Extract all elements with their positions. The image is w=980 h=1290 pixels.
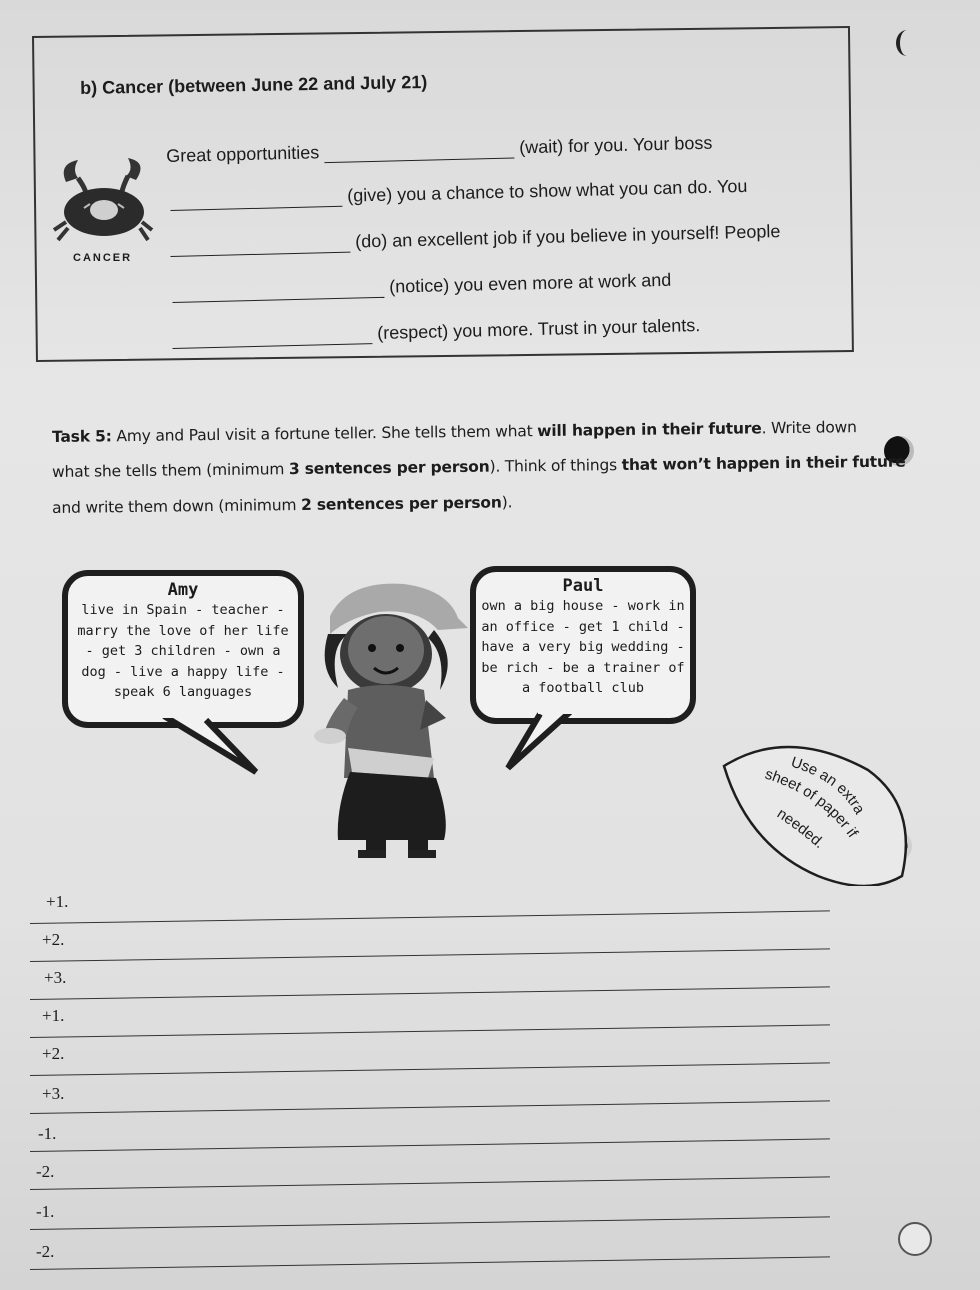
answer-line-4[interactable]: +1. [30, 1000, 830, 1038]
amy-line-4: dog - live a happy life - [81, 663, 285, 680]
amy-line-2: marry the love of her life [77, 622, 289, 639]
answer-line-10[interactable]: -2. [30, 1232, 830, 1270]
answer-line-5[interactable]: +2. [30, 1038, 830, 1076]
answer-line-6[interactable]: +3. [30, 1076, 830, 1114]
line-2-suffix: (give) you a chance to show what you can do. You [346, 175, 748, 206]
paul-bubble-tail [500, 708, 590, 774]
amy-line-3: - get 3 children - own a [85, 643, 281, 659]
cancer-crab-icon [48, 152, 158, 247]
amy-bubble-tail [150, 712, 270, 778]
line-3-suffix: (do) an excellent job if you believe in yourself! People [354, 221, 781, 252]
task-line-1: Task 5: Amy and Paul visit a fortune teller. She tells them what will happen in their future. Write down [52, 418, 857, 446]
line-4-suffix: (notice) you even more at work and [388, 269, 672, 297]
paul-name: Paul [562, 576, 604, 596]
answer-line-3[interactable]: +3. [30, 962, 830, 1000]
answer-line-1[interactable]: +1. [30, 886, 830, 924]
line-1-suffix: (wait) for you. Your boss [519, 132, 713, 158]
amy-line-5: speak 6 languages [113, 684, 253, 700]
task-line-3: and write them down (minimum 2 sentences per person). [52, 493, 513, 517]
cancer-sign-label: CANCER [73, 252, 133, 264]
task-label: Task 5: [52, 427, 112, 446]
paul-line-3: have a very big wedding - [481, 639, 685, 655]
amy-name: Amy [167, 580, 199, 600]
line-1-prefix: Great opportunities [166, 142, 320, 166]
fortune-teller-illustration [308, 578, 478, 863]
paul-line-2: an office - get 1 child - [481, 618, 685, 635]
paul-line-5: a football club [522, 680, 644, 696]
task-line-2: what she tells them (minimum 3 sentences per person). Think of things that won’t happen in their future [52, 452, 906, 481]
answer-line-2[interactable]: +2. [30, 924, 830, 962]
extra-sheet-note [718, 736, 908, 886]
paul-line-4: be rich - be a trainer of [481, 659, 685, 676]
amy-speech-bubble [62, 570, 304, 728]
answer-line-7[interactable]: -1. [30, 1114, 830, 1152]
binder-ring-top [896, 30, 918, 56]
extra-note-line-1: Use an extra [788, 753, 868, 818]
answer-line-9[interactable]: -1. [30, 1192, 830, 1230]
line-5-suffix: (respect) you more. Trust in your talents. [376, 315, 701, 343]
amy-line-1: live in Spain - teacher - [81, 602, 285, 618]
paul-line-1: own a big house - work in [481, 598, 685, 614]
extra-note-line-2: sheet of paper if [762, 765, 861, 841]
paul-speech-bubble [470, 566, 696, 724]
answer-line-8[interactable]: -2. [30, 1152, 830, 1190]
extra-note-line-3: needed. [773, 805, 828, 852]
exercise-heading: b) Cancer (between June 22 and July 21) [80, 71, 428, 98]
binder-hole-3 [898, 1222, 932, 1256]
